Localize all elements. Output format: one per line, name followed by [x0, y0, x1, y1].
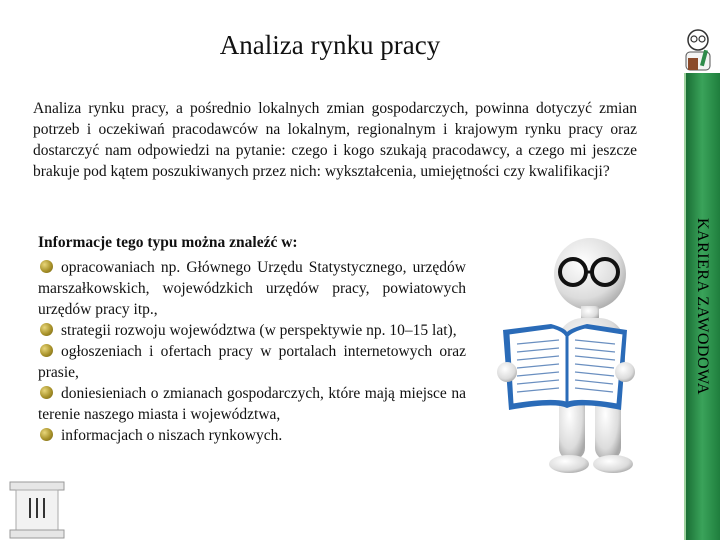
reading-figure-icon — [495, 232, 665, 482]
list-item: strategii rozwoju województwa (w perspektywie np. 10–15 lat), — [38, 320, 466, 341]
info-list — [38, 257, 466, 446]
sidebar-label: KARIERA ZAWODOWA — [694, 218, 711, 395]
list-item: ogłoszeniach i ofertach pracy w portalach internetowych oraz prasie, — [38, 343, 466, 381]
info-heading: Informacje tego typu można znaleźć w: — [38, 234, 298, 251]
bullet-icon — [40, 428, 53, 441]
page-title: Analiza rynku pracy — [219, 30, 441, 60]
info-section — [38, 232, 466, 446]
reader-logo-icon — [678, 28, 718, 76]
bullet-icon — [40, 323, 53, 336]
list-item: informacjach o niszach rynkowych. — [38, 425, 466, 446]
bullet-icon — [40, 344, 53, 357]
list-item: doniesieniach o zmianach gospodarczych, które mają miejsce na terenie naszego miasta i województwa, — [38, 385, 466, 423]
bullet-icon — [40, 260, 53, 273]
pillar-icon — [6, 478, 68, 540]
bullet-icon — [40, 386, 53, 399]
list-item: opracowaniach np. Głównego Urzędu Statystycznego, urzędów marszałkowskich, wojewódzkich urzędów pracy, powiatowych urzędów pracy itp., — [38, 259, 466, 318]
intro-paragraph: Analiza rynku pracy, a pośrednio lokalnych zmian gospodarczych, powinna dotyczyć zmian potrzeb i oczekiwań pracodawców na lokalnym, regionalnym i krajowym rynku pracy oraz dostarczyć nam odpowiedzi na pytanie: czego i kogo szukają pracodawcy, a czego mi jeszcze brakuje pod kątem poszukiwanych przez nich: wykształcenia, umiejętności czy kwalifikacji? — [33, 100, 637, 180]
